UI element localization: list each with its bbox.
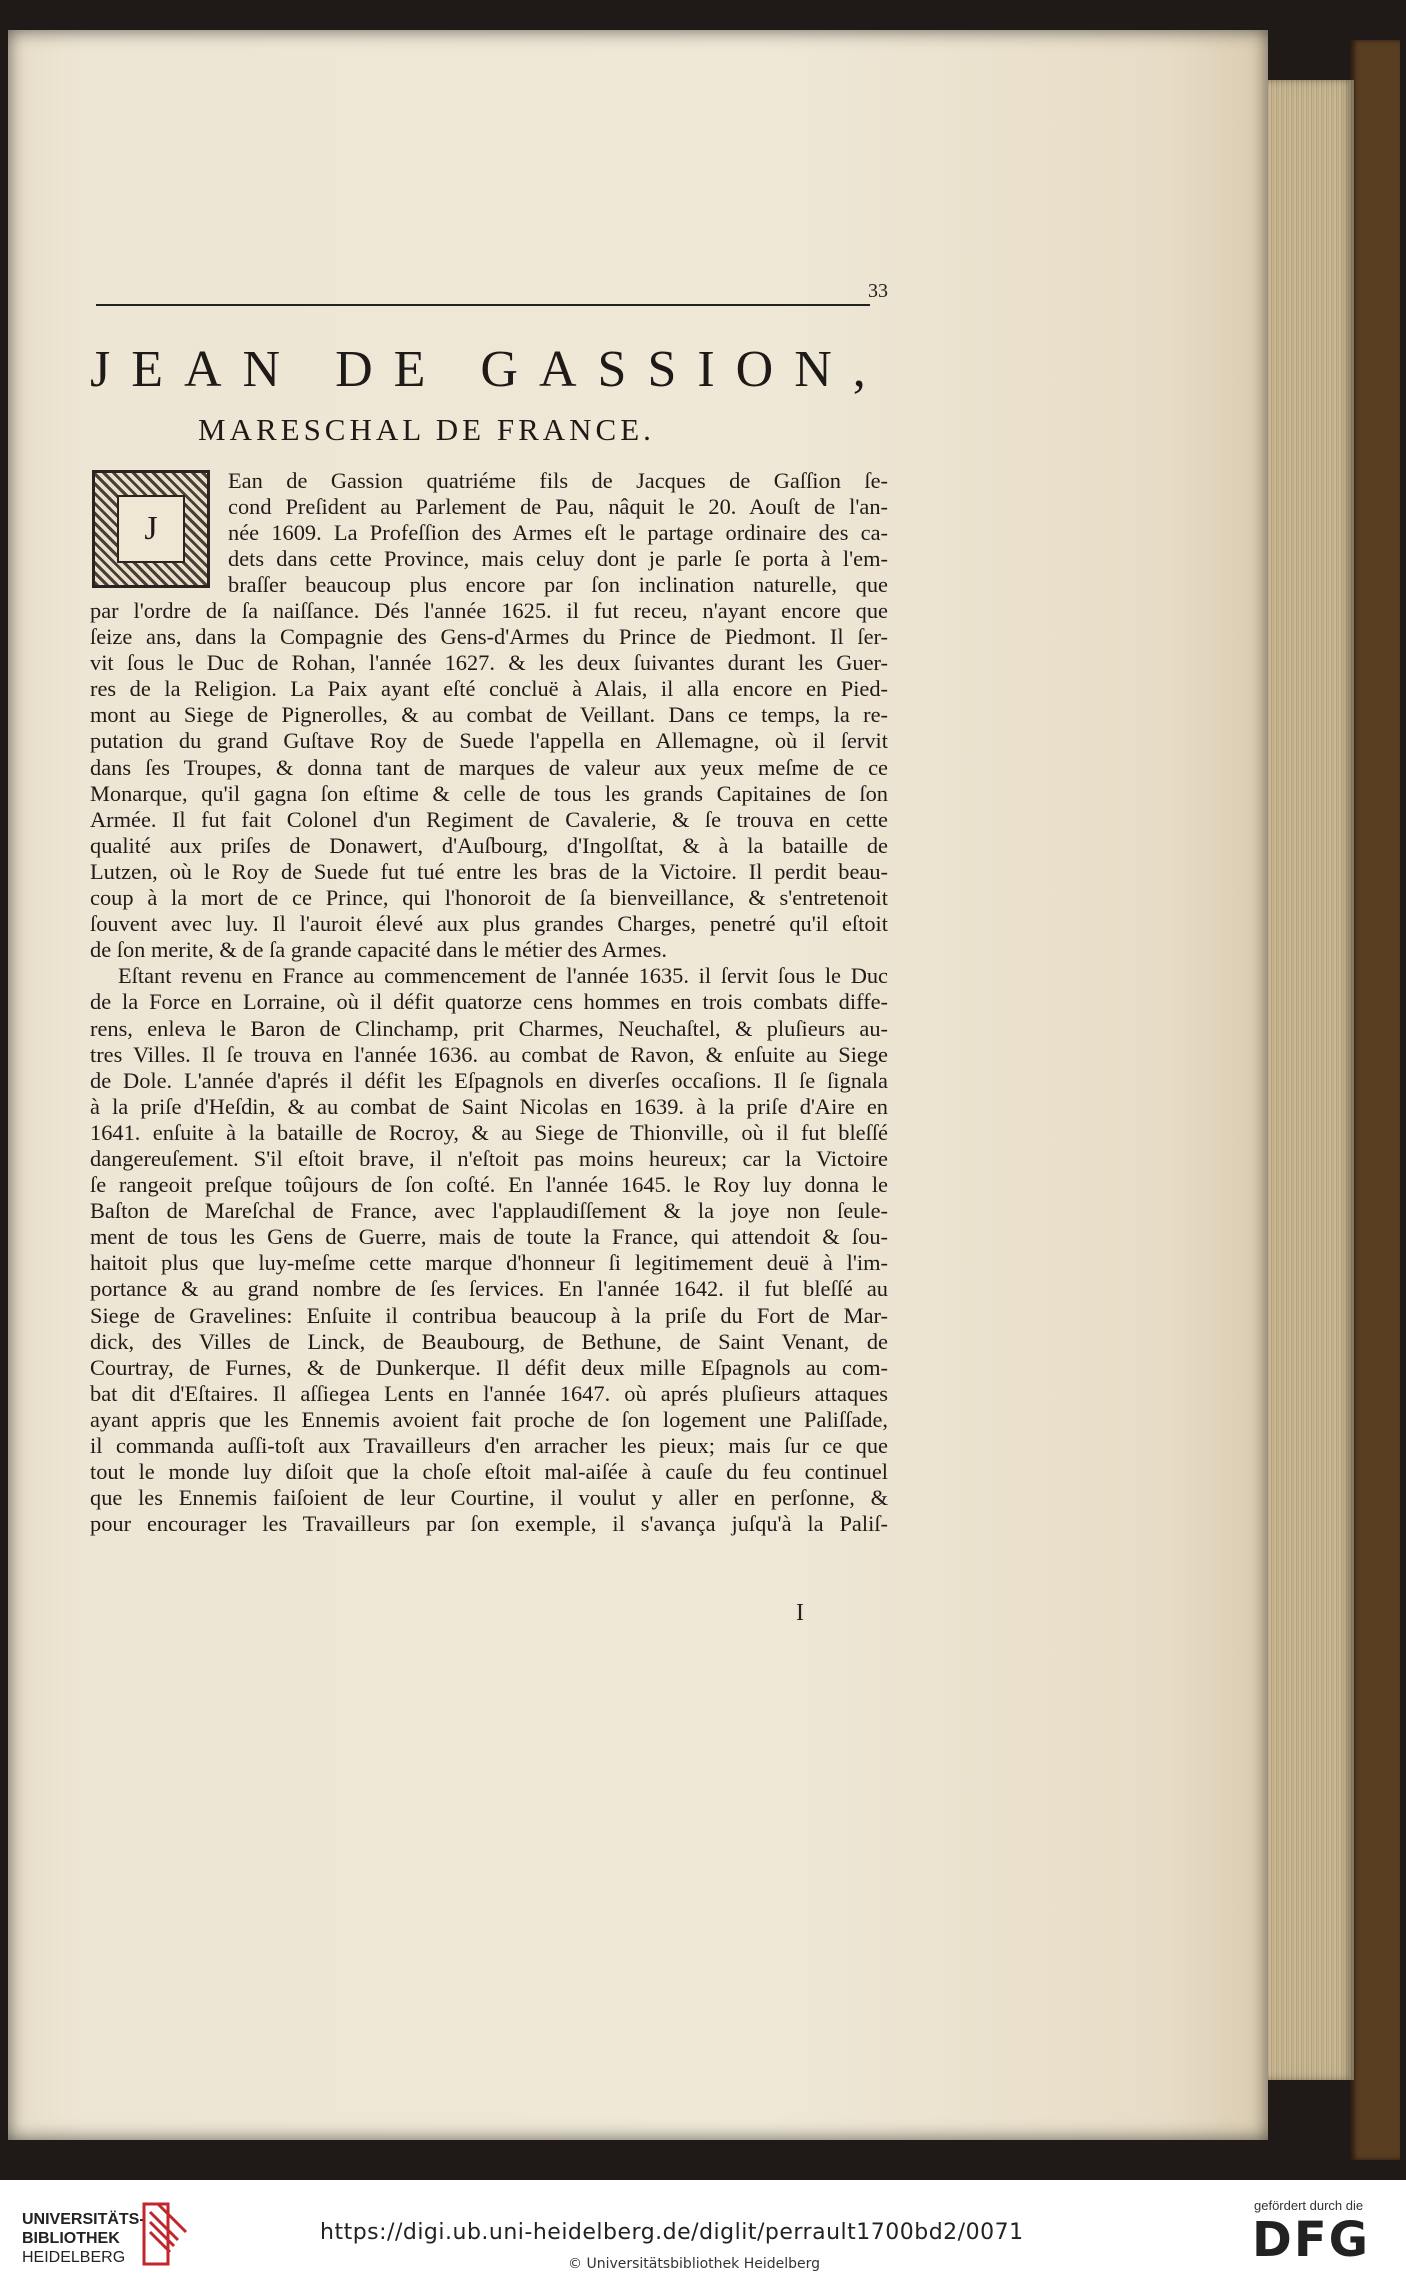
copyright-notice: © Universitätsbibliothek Heidelberg (568, 2256, 821, 2272)
text-line: tres Villes. Il ſe trouva en l'année 1636. au combat de Ravon, & enſuite au Siege (90, 1041, 888, 1067)
text-line: ſeize ans, dans la Compagnie des Gens-d'Armes du Prince de Piedmont. Il ſer- (90, 624, 888, 650)
dfg-logo[interactable]: DFG (1252, 2212, 1371, 2268)
text-line: de ſon merite, & de ſa grande capacité dans le métier des Armes. (90, 937, 667, 963)
text-line: dick, des Villes de Linck, de Beaubourg, de Bethune, de Saint Venant, de (90, 1328, 888, 1354)
intro-paragraph (228, 468, 888, 598)
text-line: putation du grand Guſtave Roy de Suede l'appella en Allemagne, où il ſervit (90, 728, 888, 754)
text-line: par l'ordre de ſa naiſſance. Dés l'année 1625. il fut receu, n'ayant encore que (90, 598, 888, 623)
header-rule (96, 304, 870, 306)
text-line: Monarque, qu'il gagna ſon eſtime & celle de tous les grands Capitaines de ſon (90, 780, 888, 806)
text-line: ſouvent avec luy. Il l'auroit élevé aux plus grandes Charges, penetré qu'il eſtoit (90, 911, 888, 937)
text-line: Ean de Gassion quatriéme fils de Jacques de Gaſſion ſe- (228, 468, 888, 493)
text-line: bat dit d'Eſtaires. Il aſſiegea Lents en l'année 1647. où aprés pluſieurs attaques (90, 1380, 888, 1406)
library-name-line3: HEIDELBERG (22, 2249, 126, 2266)
page-number: 33 (868, 280, 888, 302)
text-line: de Dole. L'année d'aprés il défit les Eſpagnols en diverſes occaſions. Il ſe ſignala (90, 1067, 888, 1093)
page-edges (1262, 80, 1354, 2080)
text-line: il commanda auſſi-toſt aux Travailleurs d'en arracher les pieux; mais ſur ce que (90, 1433, 888, 1458)
text-line: de la Force en Lorraine, où il défit quatorze cens hommes en trois combats diffe- (90, 989, 888, 1015)
book-cover-edge (1350, 40, 1400, 2160)
text-line: dets dans cette Province, mais celuy dont je parle ſe porta à l'em- (228, 546, 888, 572)
text-line: cond Preſident au Parlement de Pau, nâquit le 20. Aouſt de l'an- (228, 494, 888, 520)
text-line: Siege de Gravelines: Enſuite il contribua beaucoup à la priſe du Fort de Mar- (90, 1302, 888, 1328)
text-line: rens, enleva le Baron de Clinchamp, prit Charmes, Neuchaſtel, & pluſieurs au- (90, 1015, 888, 1041)
text-line: vit ſous le Duc de Rohan, l'année 1627. & les deux ſuivantes durant les Guer- (90, 650, 888, 676)
text-line: Lutzen, où le Roy de Suede fut tué entre les bras de la Victoire. Il perdit beau- (90, 858, 888, 884)
decorated-initial (92, 470, 210, 588)
text-line: pour encourager les Travailleurs par ſon exemple, il s'avança juſqu'à la Paliſ- (90, 1511, 888, 1537)
text-line: ayant appris que les Ennemis avoient fait proche de ſon logement une Paliſſade, (90, 1406, 888, 1432)
text-line: braſſer beaucoup plus encore par ſon inclination naturelle, que (228, 572, 888, 598)
text-line: Armée. Il fut fait Colonel d'un Regiment de Cavalerie, & ſe trouva en cette (90, 806, 888, 832)
text-line: mont au Siege de Pignerolles, & au combat de Veillant. Dans ce temps, la re- (90, 702, 888, 728)
library-name-line2: BIBLIOTHEK (22, 2230, 120, 2247)
sponsor-label: gefördert durch die (1254, 2198, 1364, 2213)
text-line: Courtray, de Furnes, & de Dunkerque. Il défit deux mille Eſpagnols au com- (90, 1354, 888, 1380)
library-logo-text[interactable] (22, 2210, 145, 2267)
text-line: ment de tous les Gens de Guerre, mais de toute la France, qui attendoit & ſou- (90, 1224, 888, 1250)
text-line: coup à la mort de ce Prince, qui l'honoroit de ſa bienveillance, & s'entretenoit (90, 885, 888, 911)
text-line: que les Ennemis faiſoient de leur Courtine, il voulut y aller en perſonne, & (90, 1485, 888, 1511)
signature-mark: I (796, 1600, 804, 1626)
library-name-line1: UNIVERSITÄTS- (22, 2211, 145, 2228)
text-line: ſe rangeoit preſque toûjours de ſon coſté. En l'année 1645. le Roy luy donna le (90, 1172, 888, 1198)
text-line: portance & au grand nombre de ſes ſervices. En l'année 1642. il fut bleſſé au (90, 1276, 888, 1302)
text-line: Baſton de Mareſchal de France, avec l'applaudiſſement & la joye non ſeule- (90, 1198, 888, 1224)
text-line: haitoit plus que luy-meſme cette marque d'honneur ſi legitimement deuë à l'im- (90, 1250, 888, 1276)
library-logo-icon[interactable] (138, 2198, 196, 2270)
text-line: née 1609. La Profeſſion des Armes eſt le partage ordinaire des ca- (228, 520, 888, 546)
text-line: res de la Religion. La Paix ayant eſté concluë à Alais, il alla encore en Pied- (90, 676, 888, 702)
text-line: Eſtant revenu en France au commencement de l'année 1635. il ſervit ſous le Duc (118, 963, 888, 989)
page-title: JEAN DE GASSION, (90, 341, 887, 398)
text-line: tout le monde luy diſoit que la choſe eſtoit mal-aiſée à cauſe du feu continuel (90, 1459, 888, 1485)
text-line: qualité aux priſes de Donawert, d'Auſbourg, d'Ingolſtat, & à la bataille de (90, 832, 888, 858)
permalink-url[interactable]: https://digi.ub.uni-heidelberg.de/diglit/perrault1700bd2/0071 (320, 2220, 1024, 2245)
page-subtitle: MARESCHAL DE FRANCE. (198, 412, 655, 447)
text-line: dans ſes Troupes, & donna tant de marques de valeur aux yeux meſme de ce (90, 754, 888, 780)
text-line: dangereuſement. S'il eſtoit brave, il n'eſtoit pas moins heureux; car la Victoire (90, 1145, 888, 1171)
decorated-initial-letter: J (117, 495, 185, 563)
text-line: 1641. enſuite à la bataille de Rocroy, & au Siege de Thionville, où il fut bleſſé (90, 1119, 888, 1145)
text-line: à la priſe d'Heſdin, & au combat de Saint Nicolas en 1639. à la priſe d'Aire en (90, 1093, 888, 1119)
body-text (90, 598, 888, 1537)
